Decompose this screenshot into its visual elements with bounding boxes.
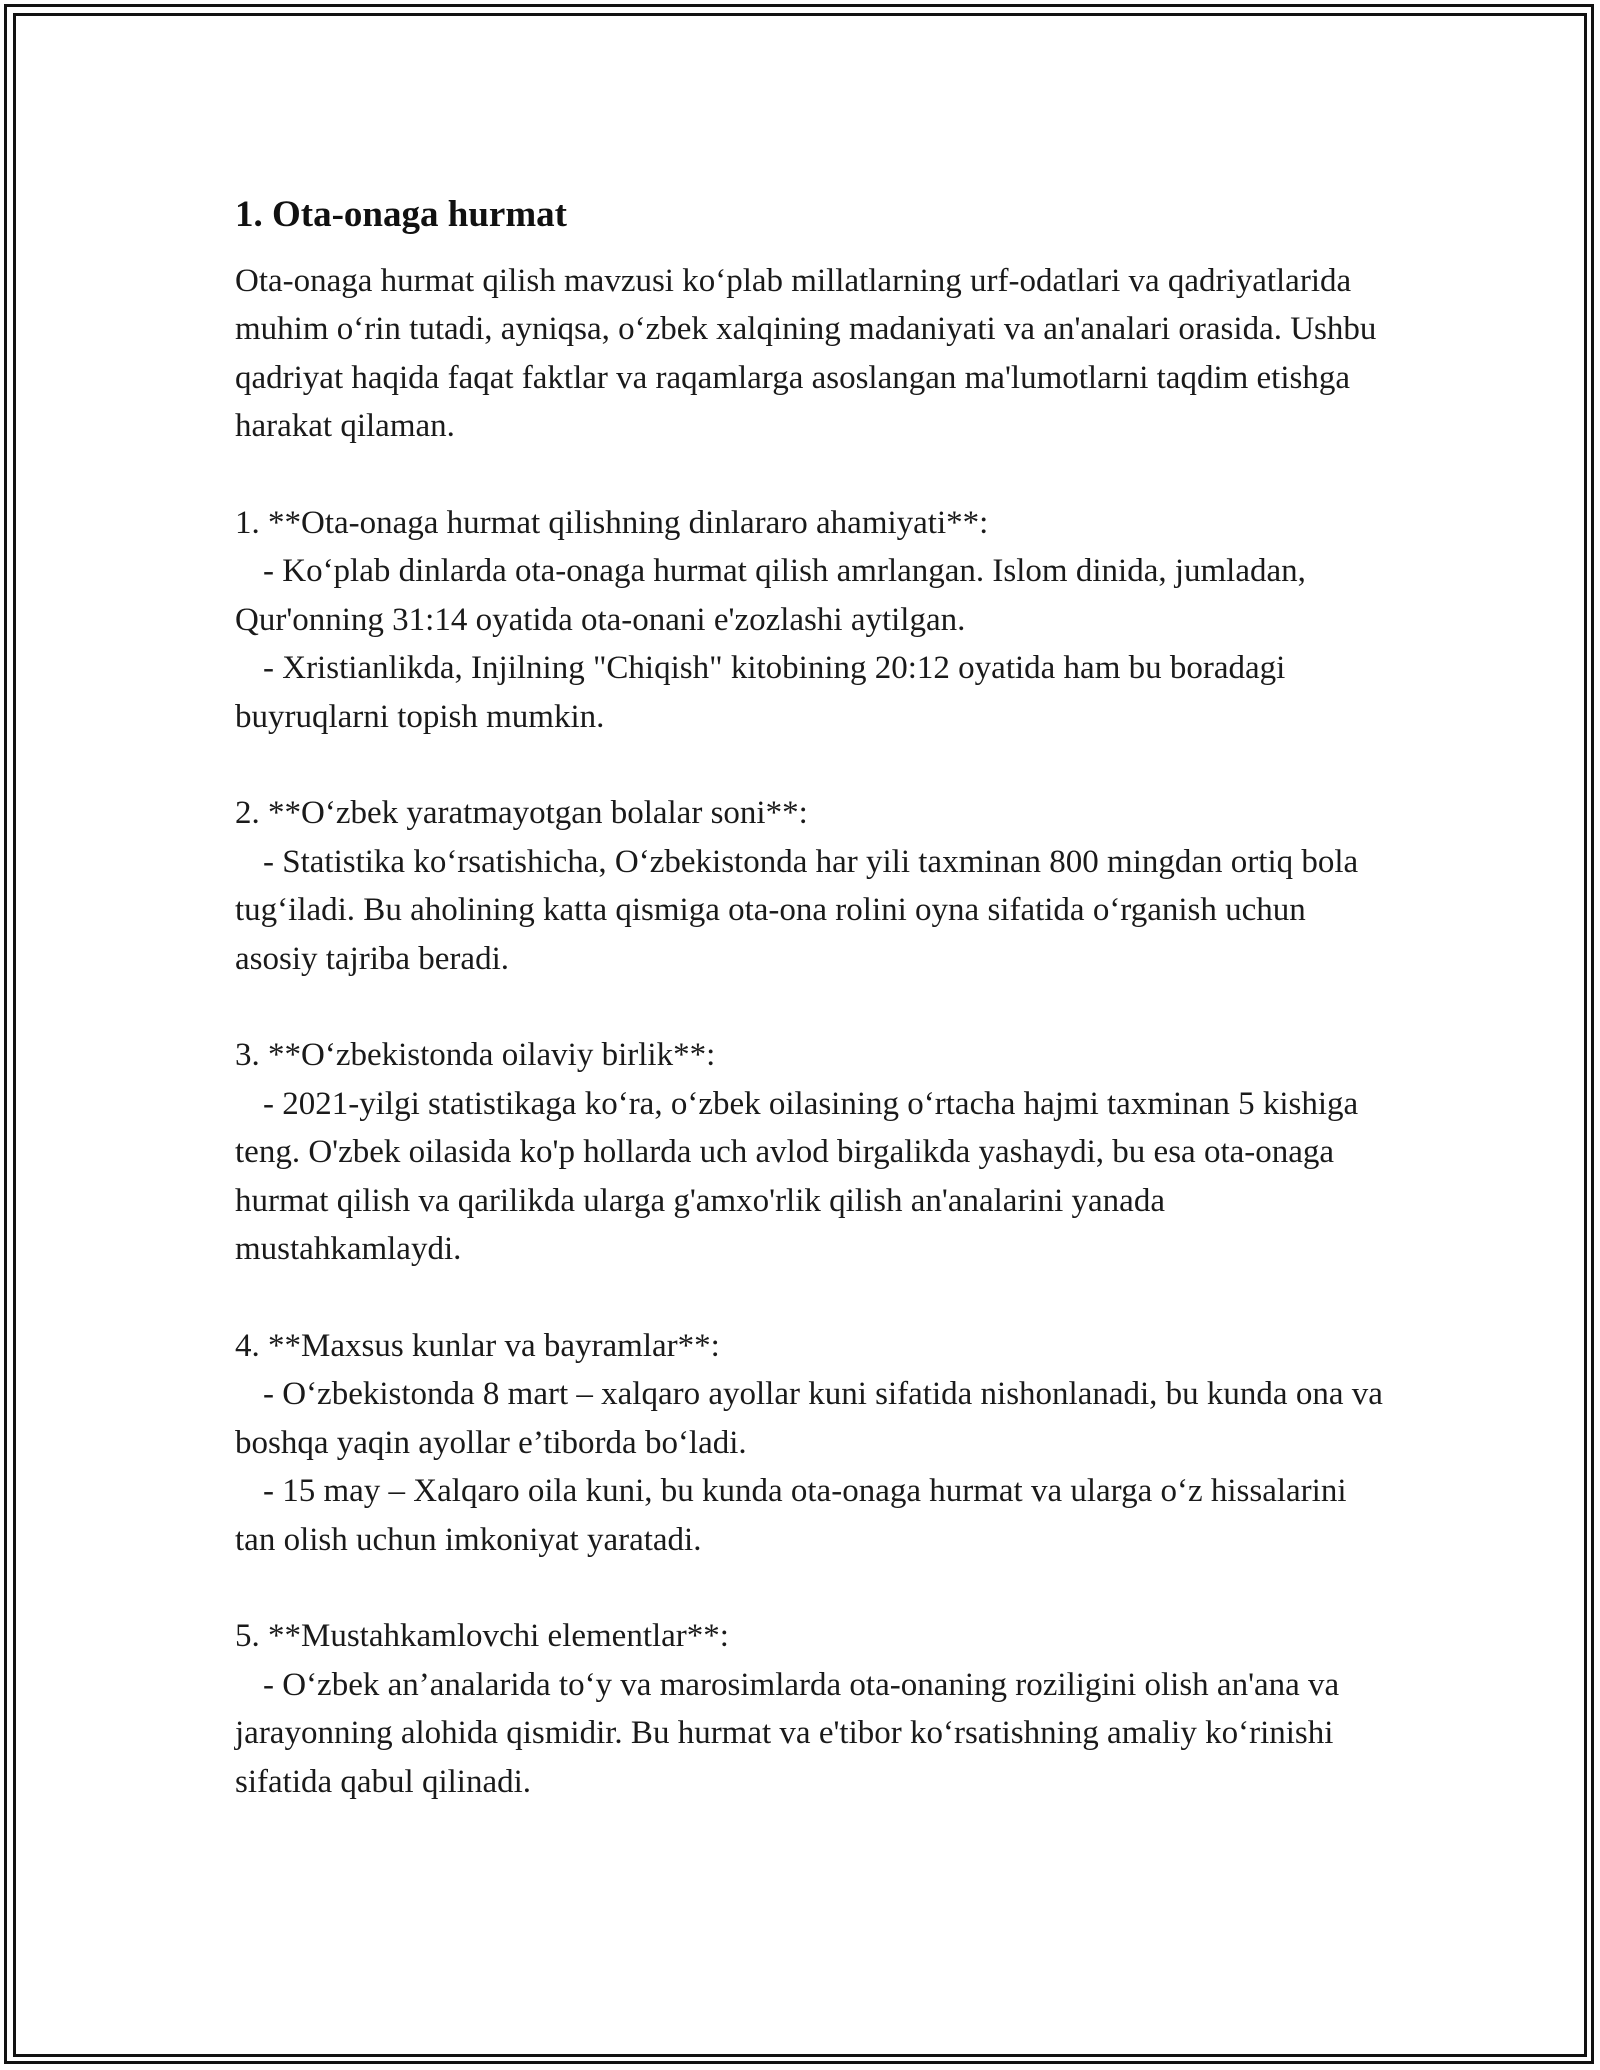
section-3 — [235, 1031, 1395, 1273]
section-heading: 5. **Mustahkamlovchi elementlar**: — [235, 1618, 729, 1655]
section-line: - 2021-yilgi statistikaga ko‘ra, o‘zbek oilasining o‘rtacha hajmi taxminan 5 kishiga teng. O'zbek oilasida ko'p hollarda uch avlod birgalikda yashaydi, bu esa ota-onaga hurmat qilish va qarilikda ularga g'amxo'rlik qilish an'analarini yanada mustahkamlaydi. — [235, 1085, 1367, 1268]
document-body — [235, 185, 1395, 1806]
section-heading: 1. **Ota-onaga hurmat qilishning dinlararo ahamiyati**: — [235, 505, 989, 542]
section-4 — [235, 1322, 1395, 1564]
section-2 — [235, 789, 1395, 983]
section-line: - Statistika ko‘rsatishicha, O‘zbekistonda har yili taxminan 800 mingdan ortiq bola tug‘iladi. Bu aholining katta qismiga ota-ona rolini oyna sifatida o‘rganish uchun asosiy tajriba beradi. — [235, 843, 1367, 977]
spacer — [235, 1273, 1395, 1321]
section-heading: 2. **O‘zbek yaratmayotgan bolalar soni**: — [235, 795, 808, 832]
section-line: - O‘zbekistonda 8 mart – xalqaro ayollar kuni sifatida nishonlanadi, bu kunda ona va boshqa yaqin ayollar e’tiborda bo‘ladi. — [235, 1376, 1392, 1461]
section-heading: 4. **Maxsus kunlar va bayramlar**: — [235, 1327, 720, 1364]
section-1 — [235, 499, 1395, 741]
section-line: - Xristianlikda, Injilning "Chiqish" kitobining 20:12 oyatida ham bu boradagi buyruqlarni topish mumkin. — [235, 650, 1294, 735]
spacer — [235, 741, 1395, 789]
spacer — [235, 451, 1395, 499]
section-line: - Ko‘plab dinlarda ota-onaga hurmat qilish amrlangan. Islom dinida, jumladan, Qur'onning 31:14 oyatida ota-onani e'zozlashi aytilgan. — [235, 553, 1315, 638]
section-5 — [235, 1612, 1395, 1806]
section-heading: 3. **O‘zbekistonda oilaviy birlik**: — [235, 1037, 716, 1074]
section-line: - O‘zbek an’analarida to‘y va marosimlarda ota-onaning roziligini olish an'ana va jarayonning alohida qismidir. Bu hurmat va e'tibor ko‘rsatishning amaliy ko‘rinishi sifatida qabul qilinadi. — [235, 1666, 1348, 1800]
document-title: 1. Ota-onaga hurmat — [235, 194, 567, 235]
spacer — [235, 1564, 1395, 1612]
spacer — [235, 983, 1395, 1031]
section-line: - 15 may – Xalqaro oila kuni, bu kunda ota-onaga hurmat va ularga o‘z hissalarini tan olish uchun imkoniyat yaratadi. — [235, 1473, 1355, 1558]
intro-paragraph: Ota-onaga hurmat qilish mavzusi ko‘plab millatlarning urf-odatlari va qadriyatlarida muhim o‘rin tutadi, ayniqsa, o‘zbek xalqining madaniyati va an'analari orasida. Ushbu qadriyat haqida faqat faktlar va raqamlarga asoslangan ma'lumotlarni taqdim etishga harakat qilaman. — [235, 263, 1385, 445]
